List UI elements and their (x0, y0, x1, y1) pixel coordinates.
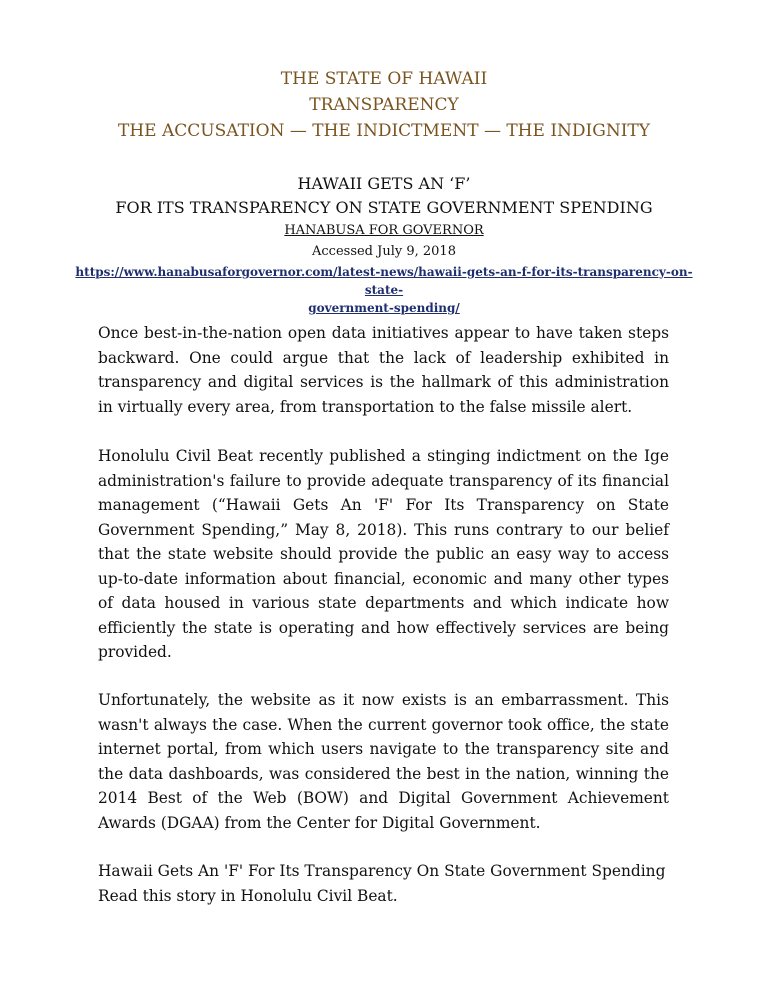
header-subtitle: TRANSPARENCY (309, 95, 459, 115)
source-link[interactable]: HANABUSA FOR GOVERNOR (284, 223, 484, 238)
source-url-link-line1[interactable]: https://www.hanabusaforgovernor.com/latest-news/hawaii-gets-an-f-for-its-transparency-on-state- (75, 265, 693, 297)
article-title-line2: FOR ITS TRANSPARENCY ON STATE GOVERNMENT SPENDING (115, 198, 653, 217)
body-paragraph-2: Honolulu Civil Beat recently published a stinging indictment on the Ige administration's failure to provide adequate transparency of its financial management (“Hawaii Gets An 'F' For Its Transparency on State Government Spending,” May 8, 2018). This runs contrary to our belief that the state website should provide the public an easy way to access up-to-date information about financial, economic and many other types of data housed in various state departments and which indicate how efficiently the state is operating and how effectively services are being provided. (98, 447, 669, 661)
accessed-date: Accessed July 9, 2018 (312, 244, 456, 259)
article-title-line1: HAWAII GETS AN ‘F’ (297, 174, 471, 193)
header-tagline: THE ACCUSATION — THE INDICTMENT — THE INDIGNITY (117, 121, 650, 141)
header-title: THE STATE OF HAWAII (280, 69, 488, 89)
article-citation (0, 172, 768, 262)
body-paragraph-4 (98, 859, 669, 908)
read-story-text: Read this story in Honolulu Civil Beat. (98, 886, 398, 905)
body-paragraph-1: Once best-in-the-nation open data initiatives appear to have taken steps backward. One could argue that the lack of leadership exhibited in transparency and digital services is the hallmark of this administration in virtually every area, from transportation to the false missile alert. (98, 324, 669, 416)
story-title: Hawaii Gets An 'F' For Its Transparency On State Government Spending (98, 862, 666, 880)
source-url-link-line2[interactable]: government-spending/ (308, 301, 460, 315)
document-header (0, 66, 768, 144)
body-paragraph-3: Unfortunately, the website as it now exists is an embarrassment. This wasn't always the case. When the current governor took office, the state internet portal, from which users navigate to the transparency site and the data dashboards, was considered the best in the nation, winning the 2014 Best of the Web (BOW) and Digital Government Achievement Awards (DGAA) from the Center for Digital Government. (98, 691, 669, 832)
source-url (70, 263, 698, 317)
